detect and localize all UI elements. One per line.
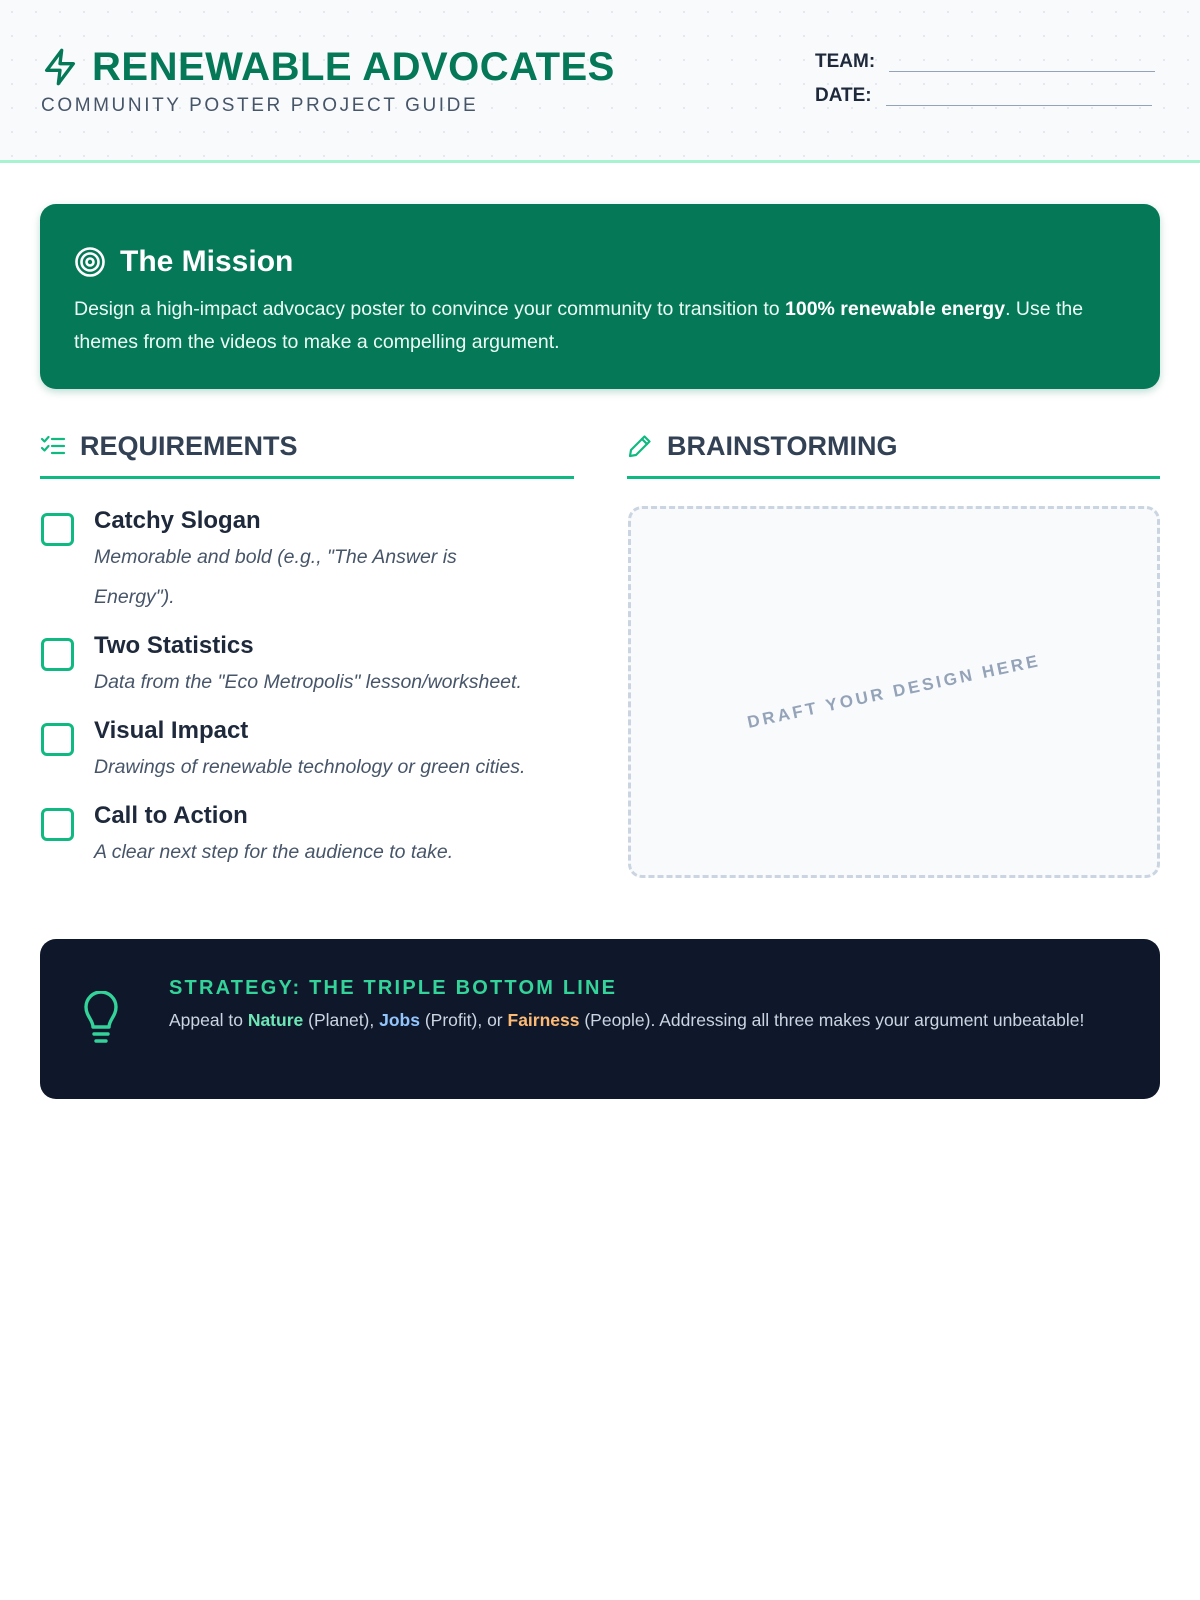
- requirements-heading: [40, 431, 574, 479]
- requirement-description: Data from the "Eco Metropolis" lesson/worksheet.: [94, 671, 522, 693]
- requirement-item: [40, 505, 580, 617]
- brainstorming-title: BRAINSTORMING: [667, 431, 898, 461]
- checklist-icon: [40, 431, 66, 459]
- requirement-title: Two Statistics: [94, 632, 254, 659]
- requirement-title: Call to Action: [94, 802, 248, 829]
- requirement-title: Catchy Slogan: [94, 507, 261, 534]
- mission-card: [40, 204, 1160, 389]
- team-input-line[interactable]: [889, 71, 1155, 72]
- date-field: [815, 84, 1152, 108]
- requirements-list: [40, 505, 580, 885]
- strategy-text-part: (Planet),: [303, 1010, 380, 1030]
- requirement-item: [40, 630, 580, 702]
- strategy-text-part: Appeal to: [169, 1010, 248, 1030]
- requirement-description: A clear next step for the audience to take.: [94, 841, 454, 863]
- requirement-item: [40, 800, 580, 872]
- page-title: RENEWABLE ADVOCATES: [92, 45, 615, 89]
- team-label: TEAM:: [815, 51, 876, 72]
- mission-header: [74, 244, 293, 280]
- page-subtitle: COMMUNITY POSTER PROJECT GUIDE: [41, 95, 479, 116]
- requirements-title: REQUIREMENTS: [80, 431, 298, 461]
- brand: [40, 44, 615, 90]
- requirement-description: Memorable and bold (e.g., "The Answer is Energy").: [94, 546, 457, 608]
- strategy-title: STRATEGY: THE TRIPLE BOTTOM LINE: [169, 977, 618, 999]
- brainstorming-heading: [627, 431, 1160, 479]
- requirement-checkbox[interactable]: [41, 808, 74, 841]
- strategy-text-part: (Profit), or: [419, 1010, 508, 1030]
- lightning-bolt-icon: [40, 47, 80, 87]
- keyword-nature: Nature: [247, 1010, 304, 1030]
- keyword-fairness: Fairness: [507, 1010, 580, 1030]
- mission-text: [74, 293, 1134, 359]
- requirement-title: Visual Impact: [94, 717, 249, 744]
- requirement-description: Drawings of renewable technology or green cities.: [94, 756, 526, 778]
- page-header: [0, 0, 1200, 163]
- strategy-text: [169, 1005, 1099, 1035]
- requirement-checkbox[interactable]: [41, 513, 74, 546]
- draft-area[interactable]: [628, 506, 1160, 878]
- requirement-checkbox[interactable]: [41, 723, 74, 756]
- keyword-jobs: Jobs: [379, 1010, 420, 1030]
- target-icon: [74, 246, 106, 278]
- mission-highlight: 100% renewable energy: [785, 298, 1006, 320]
- mission-text-part: . Use the themes from the videos to make a compelling argument.: [74, 298, 1084, 353]
- mission-text-part: Design a high-impact advocacy poster to convince your community to transition to: [74, 298, 786, 320]
- date-label: DATE:: [815, 85, 872, 106]
- mission-title: The Mission: [120, 245, 294, 278]
- date-input-line[interactable]: [886, 105, 1152, 106]
- pencil-icon: [627, 431, 653, 459]
- strategy-text-part: (People). Addressing all three makes your argument unbeatable!: [579, 1010, 1085, 1030]
- requirement-item: [40, 715, 580, 787]
- draft-placeholder: DRAFT YOUR DESIGN HERE: [745, 651, 1043, 732]
- strategy-card: [40, 939, 1160, 1099]
- team-field: [815, 50, 1155, 74]
- requirement-checkbox[interactable]: [41, 638, 74, 671]
